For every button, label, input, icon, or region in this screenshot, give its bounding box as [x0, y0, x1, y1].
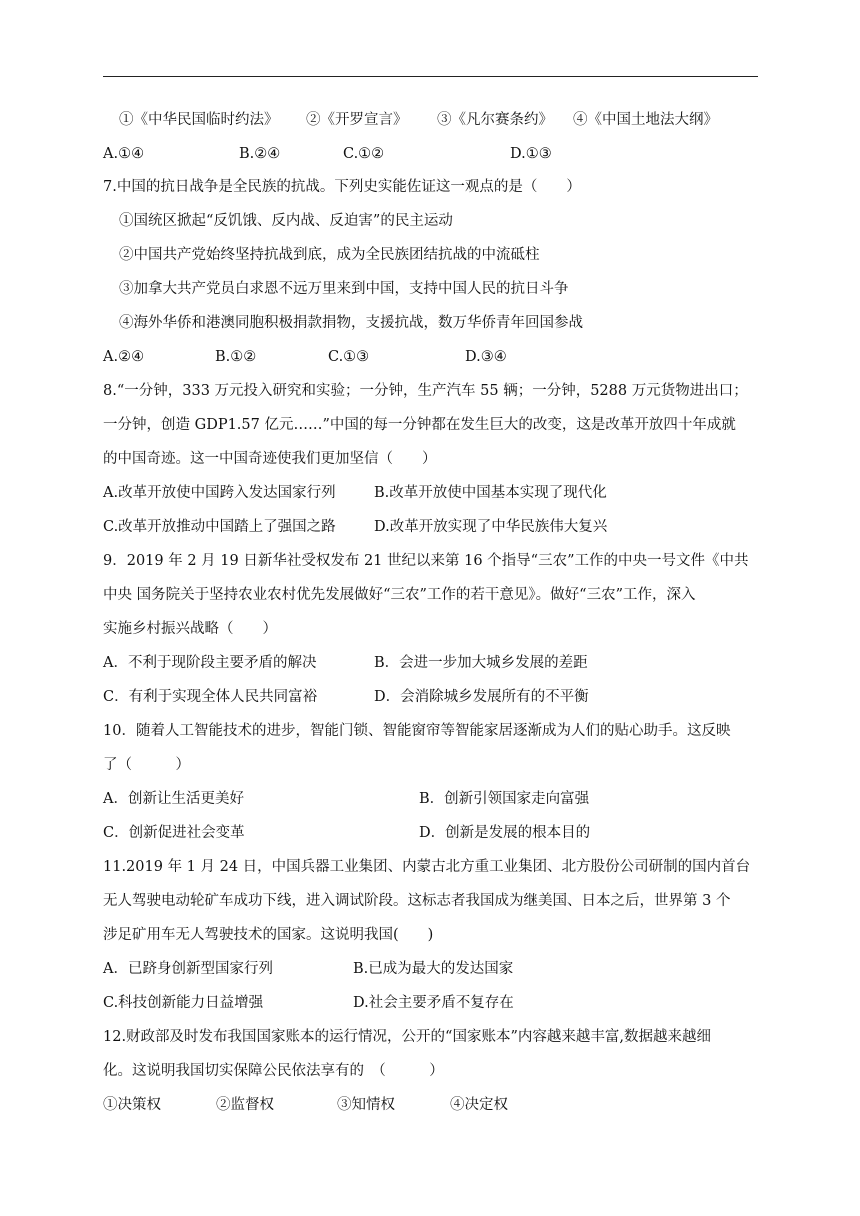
q7-item-4: ④海外华侨和港澳同胞积极捐款捐物，支援抗战，数万华侨青年回国参战 [119, 315, 583, 331]
q6-option-d: D.①③ [510, 146, 552, 162]
q12-stem-line-2: 化。这说明我国切实保障公民依法享有的 （ ） [103, 1063, 444, 1079]
q8-option-d: D.改革开放实现了中华民族伟大复兴 [374, 519, 608, 535]
q6-item-4: ④《中国土地法大纲》 [573, 112, 718, 128]
q11-option-d: D.社会主要矛盾不复存在 [353, 995, 514, 1011]
q8-stem-line-2: 一分钟，创造 GDP1.57 亿元……”中国的每一分钟都在发生巨大的改变，这是改革开放四十年成就 [103, 417, 736, 433]
q9-stem-line-1: 9．2019 年 2 月 19 日新华社受权发布 21 世纪以来第 16 个指导“三农”工作的中央一号文件《中共 [103, 553, 749, 569]
q12-stem-line-1: 12.财政部及时发布我国国家账本的运行情况，公开的“国家账本”内容越来越丰富,数据越来越细 [103, 1029, 711, 1045]
q9-stem-line-3: 实施乡村振兴战略（ ） [103, 621, 277, 637]
q7-item-3: ③加拿大共产党员白求恩不远万里来到中国，支持中国人民的抗日斗争 [119, 281, 569, 297]
q8-stem-line-1: 8.“一分钟，333 万元投入研究和实验；一分钟，生产汽车 55 辆；一分钟，5288 万元货物进出口； [103, 383, 748, 399]
q12-item-4: ④决定权 [450, 1097, 508, 1113]
q10-option-b: B．创新引领国家走向富强 [419, 791, 590, 807]
q12-item-2: ②监督权 [216, 1097, 274, 1113]
q8-option-c: C.改革开放推动中国踏上了强国之路 [103, 519, 336, 535]
q10-stem-line-2: 了（ ） [103, 757, 190, 773]
q11-option-b: B.已成为最大的发达国家 [353, 961, 514, 977]
q10-option-d: D．创新是发展的根本目的 [419, 825, 591, 841]
header-rule [103, 76, 758, 77]
q7-item-1: ①国统区掀起“反饥饿、反内战、反迫害”的民主运动 [119, 213, 453, 229]
q7-option-a: A.②④ [103, 349, 145, 365]
q6-option-b: B.②④ [239, 146, 281, 162]
q10-stem-line-1: 10．随着人工智能技术的进步，智能门锁、智能窗帘等智能家居逐渐成为人们的贴心助手。这反映 [103, 723, 731, 739]
q7-item-2: ②中国共产党始终坚持抗战到底，成为全民族团结抗战的中流砥柱 [119, 247, 540, 263]
q6-option-a: A.①④ [103, 146, 145, 162]
q7-option-d: D.③④ [465, 349, 507, 365]
q11-stem-line-3: 涉足矿用车无人驾驶技术的国家。这说明我国( ) [103, 927, 434, 943]
q9-option-d: D．会消除城乡发展所有的不平衡 [374, 689, 589, 705]
q7-option-b: B.①② [215, 349, 257, 365]
q8-option-b: B.改革开放使中国基本实现了现代化 [374, 485, 607, 501]
q9-option-b: B．会进一步加大城乡发展的差距 [374, 655, 588, 671]
q10-option-a: A．创新让生活更美好 [103, 791, 244, 807]
q8-option-a: A.改革开放使中国跨入发达国家行列 [103, 485, 336, 501]
q8-stem-line-3: 的中国奇迹。这一中国奇迹使我们更加坚信（ ） [103, 451, 437, 467]
q11-stem-line-1: 11.2019 年 1 月 24 日，中国兵器工业集团、内蒙古北方重工业集团、北方股份公司研制的国内首台 [103, 859, 751, 875]
q6-item-3: ③《凡尔赛条约》 [437, 112, 553, 128]
q12-item-1: ①决策权 [103, 1097, 161, 1113]
q7-option-c: C.①③ [328, 349, 370, 365]
q10-option-c: C．创新促进社会变革 [103, 825, 245, 841]
q11-option-a: A．已跻身创新型国家行列 [103, 961, 273, 977]
q6-item-2: ②《开罗宣言》 [306, 112, 408, 128]
q9-option-a: A．不利于现阶段主要矛盾的解决 [103, 655, 317, 671]
q11-option-c: C.科技创新能力日益增强 [103, 995, 264, 1011]
q11-stem-line-2: 无人驾驶电动轮矿车成功下线，进入调试阶段。这标志者我国成为继美国、日本之后，世界第 3 个 [103, 893, 731, 909]
q9-stem-line-2: 中央 国务院关于坚持农业农村优先发展做好“三农”工作的若干意见》。做好“三农”工作，深入 [103, 587, 696, 603]
q9-option-c: C．有利于实现全体人民共同富裕 [103, 689, 318, 705]
q6-item-1: ①《中华民国临时约法》 [119, 112, 279, 128]
q7-stem: 7.中国的抗日战争是全民族的抗战。下列史实能佐证这一观点的是（ ） [103, 179, 581, 195]
q6-option-c: C.①② [343, 146, 385, 162]
q12-item-3: ③知情权 [337, 1097, 395, 1113]
